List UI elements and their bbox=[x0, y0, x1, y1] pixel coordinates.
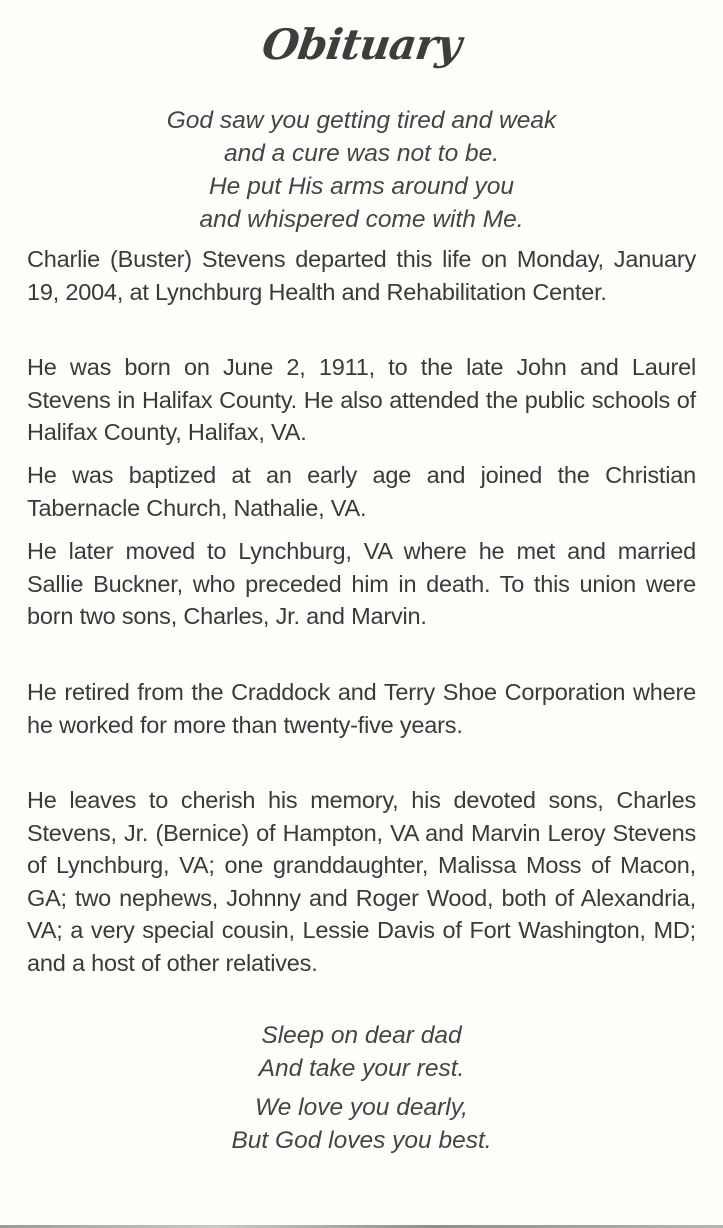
closing-stanza bbox=[0, 1091, 723, 1157]
paragraph-death-notice: Charlie (Buster) Stevens departed this life on Monday, January 19, 2004, at Lynchburg Health and Rehabilitation Center. bbox=[27, 246, 696, 305]
paragraph-career: He retired from the Craddock and Terry Shoe Corporation where he worked for more than twenty-five years. bbox=[27, 679, 696, 738]
poem-line: and whispered come with Me. bbox=[199, 206, 524, 233]
poem-line: God saw you getting tired and weak bbox=[166, 107, 557, 134]
paragraph-birth: He was born on June 2, 1911, to the late John and Laurel Stevens in Halifax County. He also attended the public schools of Halifax County, Halifax, VA. bbox=[27, 354, 696, 445]
paragraph-marriage: He later moved to Lynchburg, VA where he met and married Sallie Buckner, who preceded him in death. To this union were born two sons, Charles, Jr. and Marvin. bbox=[27, 538, 696, 629]
closing-poem bbox=[0, 1019, 723, 1157]
poem-line: And take your rest. bbox=[258, 1055, 465, 1082]
page-title: Obituary bbox=[259, 20, 464, 69]
opening-poem bbox=[0, 104, 723, 236]
paragraph-baptism: He was baptized at an early age and joined the Christian Tabernacle Church, Nathalie, VA. bbox=[27, 462, 696, 521]
poem-line: Sleep on dear dad bbox=[261, 1022, 462, 1049]
closing-stanza bbox=[0, 1019, 723, 1085]
poem-line: We love you dearly, bbox=[255, 1094, 468, 1121]
paragraph-survivors: He leaves to cherish his memory, his devoted sons, Charles Stevens, Jr. (Bernice) of Hampton, VA and Marvin Leroy Stevens of Lynchburg, VA; one granddaughter, Malissa Moss of Macon, GA; two nephews, Johnny and Roger Wood, both of Alexandria, VA; a very special cousin, Lessie Davis of Fort Washington, MD; and a host of other relatives. bbox=[27, 787, 696, 976]
poem-line: and a cure was not to be. bbox=[223, 140, 500, 167]
poem-line: He put His arms around you bbox=[208, 173, 515, 200]
poem-line: But God loves you best. bbox=[231, 1127, 492, 1154]
